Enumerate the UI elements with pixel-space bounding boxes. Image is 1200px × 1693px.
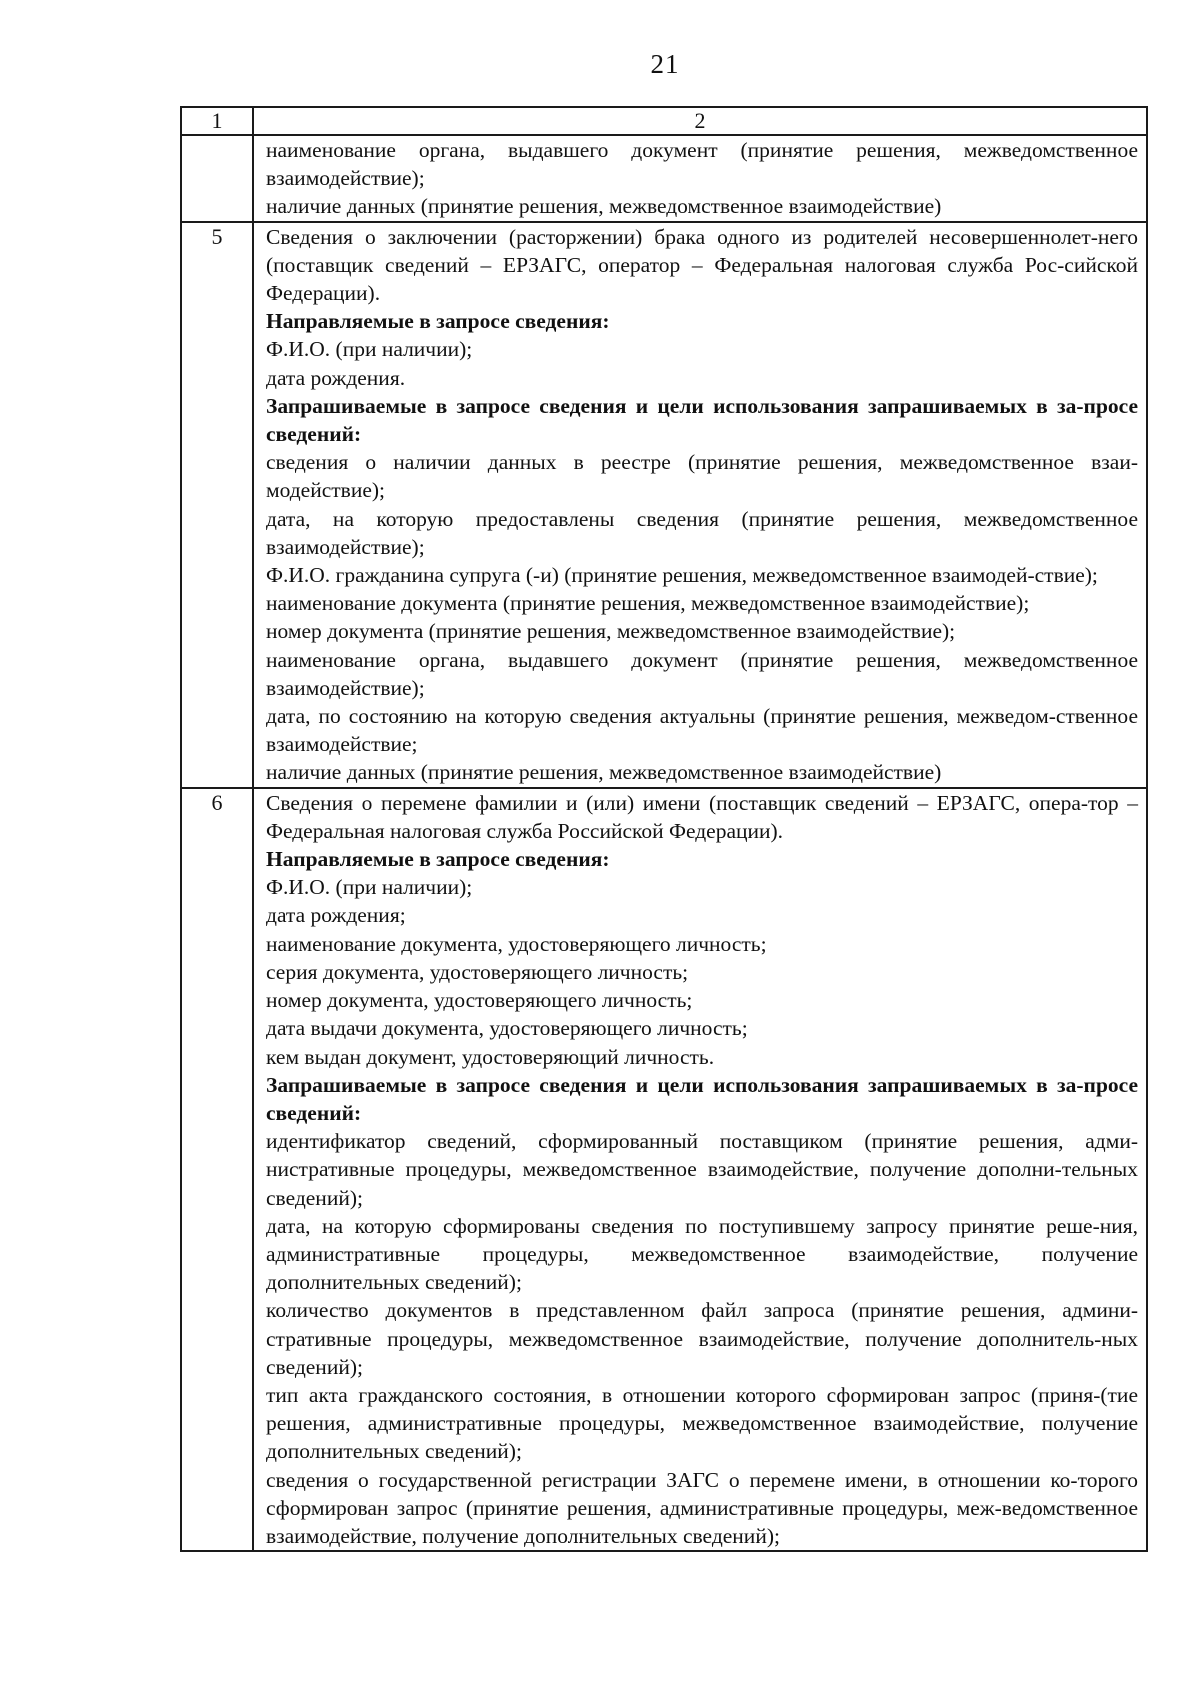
paragraph-line: кем выдан документ, удостоверяющий личность. (266, 1044, 715, 1069)
paragraph-line: Сведения о заключении (расторжении) брака одного из родителей несовершеннолет-него (поставщик сведений – ЕРЗАГС, оператор – Федеральная налоговая служба Рос-сийской Федерации). (266, 224, 1138, 306)
row-content-cell (253, 222, 1147, 788)
paragraph-line: дата рождения. (266, 365, 406, 390)
paragraph-line: дата выдачи документа, удостоверяющего личность; (266, 1016, 748, 1041)
row-content-cell (253, 135, 1147, 222)
row-number-cell (181, 135, 253, 222)
paragraph-line: дата, по состоянию на которую сведения актуальны (принятие решения, межведом-ственное взаимодействие; (266, 704, 1138, 757)
paragraph-line: наличие данных (принятие решения, межведомственное взаимодействие) (266, 760, 942, 785)
paragraph-line: Ф.И.О. (при наличии); (266, 875, 473, 900)
paragraph-line: серия документа, удостоверяющего личность; (266, 959, 689, 984)
paragraph-line: наименование документа, удостоверяющего личность; (266, 931, 767, 956)
table-row (181, 222, 1147, 788)
paragraph-line: сведения о наличии данных в реестре (принятие решения, межведомственное взаи-модействие); (266, 450, 1138, 503)
row-content-cell (253, 788, 1147, 1551)
row-number-cell: 5 (181, 222, 253, 788)
paragraph-line: наименование органа, выдавшего документ (принятие решения, межведомственное взаимодействие); (266, 647, 1138, 700)
section-heading: Направляемые в запросе сведения: (266, 847, 610, 872)
paragraph-line: дата, на которую предоставлены сведения (принятие решения, межведомственное взаимодействие); (266, 506, 1138, 559)
paragraph-line: сведения о государственной регистрации ЗАГС о перемене имени, в отношении ко-торого сформирован запрос (принятие решения, административные процедуры, меж-ведомственное взаимодействие, получение дополнительных сведений); (266, 1467, 1138, 1548)
table-row (181, 788, 1147, 1551)
paragraph-line: дата рождения; (266, 903, 406, 928)
paragraph-line: Сведения о перемене фамилии и (или) имени (поставщик сведений – ЕРЗАГС, опера-тор – Федеральная налоговая служба Российской Федерации). (266, 790, 1138, 843)
section-heading: Запрашиваемые в запросе сведения и цели использования запрашиваемых в за-просе сведений: (266, 1072, 1138, 1125)
section-heading: Направляемые в запросе сведения: (266, 309, 610, 334)
header-column-2: 2 (253, 107, 1147, 135)
row-number-cell: 6 (181, 788, 253, 1551)
table-header-row (181, 107, 1147, 135)
paragraph-line: тип акта гражданского состояния, в отношении которого сформирован запрос (приня-(тие решения, административные процедуры, межведомственное взаимодействие, получение дополнительных сведений); (266, 1382, 1138, 1464)
paragraph-line: номер документа, удостоверяющего личность; (266, 988, 693, 1013)
paragraph-line: дата, на которую сформированы сведения по поступившему запросу принятие реше-ния, административные процедуры, межведомственное взаимодействие, получение дополнительных сведений); (266, 1213, 1138, 1295)
section-heading: Запрашиваемые в запросе сведения и цели использования запрашиваемых в за-просе сведений: (266, 393, 1138, 447)
paragraph-line: Ф.И.О. (при наличии); (266, 337, 473, 362)
paragraph-line: наименование документа (принятие решения, межведомственное взаимодействие); (266, 591, 1030, 616)
document-table (180, 106, 1148, 1552)
paragraph-line: количество документов в представленном файл запроса (принятие решения, админи-стративные процедуры, межведомственное взаимодействие, получение дополнитель-ных сведений); (266, 1298, 1138, 1379)
paragraph-line: номер документа (принятие решения, межведомственное взаимодействие); (266, 619, 956, 644)
page-number: 21 (650, 49, 680, 79)
paragraph-line: Ф.И.О. гражданина супруга (-и) (принятие решения, межведомственное взаимодей-ствие); (266, 563, 1098, 588)
paragraph-line: идентификатор сведений, сформированный поставщиком (принятие решения, адми-нистративные процедуры, межведомственное взаимодействие, получение дополни-тельных сведений); (266, 1129, 1138, 1210)
paragraph-line: наличие данных (принятие решения, межведомственное взаимодействие) (266, 194, 942, 219)
header-column-1: 1 (181, 107, 253, 135)
table-row (181, 135, 1147, 222)
paragraph-line: наименование органа, выдавшего документ (принятие решения, межведомственное взаимодействие); (266, 138, 1138, 191)
